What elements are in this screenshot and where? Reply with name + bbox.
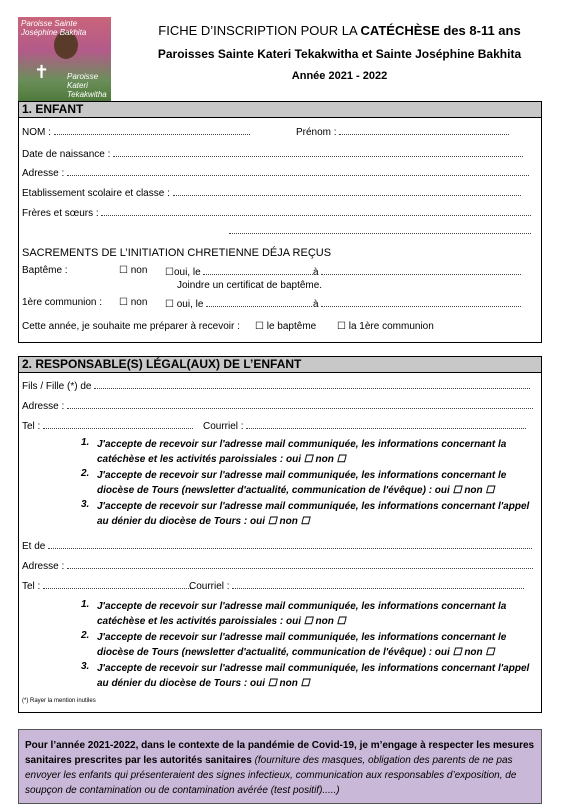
- parent1-name-field[interactable]: [94, 379, 530, 389]
- consent-1b-line1: J'accepte de recevoir sur l'adresse mail communiquée, les informations concernant la: [97, 601, 507, 612]
- section-responsables: [18, 356, 542, 713]
- annee-prep-label: Cette année, je souhaite me préparer à recevoir :: [22, 321, 240, 332]
- bapteme-date-field[interactable]: [203, 265, 313, 275]
- consent-2-line2[interactable]: diocèse de Tours (newsletter d'actualité, communication de l'évêque) : oui ☐ non ☐: [97, 485, 495, 496]
- parent2-tel-field[interactable]: [43, 579, 193, 589]
- communion-lieu: à: [313, 297, 521, 311]
- consent-1-line2[interactable]: catéchèse et les activités paroissiales : oui ☐ non ☐: [97, 454, 346, 465]
- nom-field[interactable]: [54, 125, 250, 135]
- logo-text-top: Paroisse Sainte Joséphine Bakhita: [21, 19, 87, 37]
- communion-label: 1ère communion :: [22, 297, 103, 308]
- naissance-field[interactable]: [113, 147, 523, 157]
- fils-row: Fils / Fille (*) de: [22, 379, 530, 393]
- adresse-row-2: Adresse :: [22, 559, 533, 573]
- parent2-name-field[interactable]: [48, 539, 532, 549]
- parent1-adresse-field[interactable]: [67, 399, 533, 409]
- consent-number: 1.: [81, 437, 90, 448]
- page-title: FICHE D’INSCRIPTION POUR LA CATÉCHÈSE des 8-11 ans: [158, 23, 521, 38]
- consent-number: 2.: [81, 630, 90, 641]
- section-title: 2. RESPONSABLE(S) LÉGAL(AUX) DE L’ENFANT: [19, 357, 541, 373]
- communion-oui: [165, 297, 312, 311]
- freres-row: Frères et sœurs :: [22, 206, 531, 220]
- prenom-row: Prénom :: [296, 125, 509, 139]
- consent-3b-line2[interactable]: au dénier du diocèse de Tours : oui ☐ non ☐: [97, 678, 310, 689]
- adresse-field[interactable]: [67, 166, 529, 176]
- section-title: 1. ENFANT: [19, 102, 541, 118]
- consent-3-line2[interactable]: au dénier du diocèse de Tours : oui ☐ non ☐: [97, 516, 310, 527]
- parent1-courriel-field[interactable]: [246, 419, 526, 429]
- section-enfant: [18, 101, 542, 343]
- joindre-note: Joindre un certificat de baptême.: [177, 280, 323, 291]
- bapteme-oui-checkbox[interactable]: ☐oui, le: [165, 267, 201, 278]
- covid-text: Pour l’année 2021-2022, dans le contexte de la pandémie de Covid-19, je m’engage à respecter les mesures sanitaires prescrites par les autorités sanitaires (fourniture des masques, obligation des parents de ne pas envoyer les enfants qui présenteraient des signes infectieux, communication aux responsables d’exposition, de soupçon de contamination ou de contamination avérée (test positif).....): [25, 740, 535, 796]
- sacrements-title: SACREMENTS DE L’INITIATION CHRETIENNE DÉJA REÇUS: [22, 247, 332, 259]
- adresse-row: Adresse :: [22, 399, 533, 413]
- naissance-row: Date de naissance :: [22, 147, 523, 161]
- consent-1b-line2[interactable]: catéchèse et les activités paroissiales : oui ☐ non ☐: [97, 616, 346, 627]
- prenom-field[interactable]: [339, 125, 509, 135]
- footnote: (*) Rayer la mention inutiles: [22, 698, 96, 704]
- consent-1-line1: J'accepte de recevoir sur l'adresse mail communiquée, les informations concernant la: [97, 439, 507, 450]
- option-bapteme[interactable]: ☐ le baptême: [255, 321, 317, 332]
- consent-2b-line1: J'accepte de recevoir sur l'adresse mail communiquée, les informations concernant le: [97, 632, 507, 643]
- etablissement-field[interactable]: [173, 186, 521, 196]
- consent-2-line1: J'accepte de recevoir sur l'adresse mail communiquée, les informations concernant le: [97, 470, 507, 481]
- etablissement-row: Etablissement scolaire et classe :: [22, 186, 521, 200]
- school-year: Année 2021 - 2022: [291, 70, 388, 82]
- tel-row-2: Tel :: [22, 579, 193, 593]
- nom-row: NOM :: [22, 125, 250, 139]
- consent-number: 3.: [81, 499, 90, 510]
- parent1-tel-field[interactable]: [43, 419, 193, 429]
- communion-date-field[interactable]: [206, 297, 312, 307]
- consent-number: 3.: [81, 661, 90, 672]
- cross-icon: ✝: [34, 62, 50, 82]
- communion-oui-checkbox[interactable]: ☐ oui, le: [165, 299, 204, 310]
- adresse-row: Adresse :: [22, 166, 529, 180]
- consent-number: 2.: [81, 468, 90, 479]
- communion-lieu-field[interactable]: [321, 297, 521, 307]
- page-subtitle: Paroisses Sainte Kateri Tekakwitha et Sainte Joséphine Bakhita: [157, 47, 522, 61]
- consent-number: 1.: [81, 599, 90, 610]
- tel-row: Tel :: [22, 419, 193, 433]
- communion-non[interactable]: ☐ non: [119, 297, 148, 308]
- bapteme-label: Baptême :: [22, 265, 68, 276]
- parent2-adresse-field[interactable]: [67, 559, 533, 569]
- bapteme-non[interactable]: ☐ non: [119, 265, 148, 276]
- parish-logo: [18, 17, 111, 101]
- bapteme-lieu: à: [313, 265, 521, 279]
- consent-3b-line1: J'accepte de recevoir sur l'adresse mail communiquée, les informations concernant l'appel: [97, 663, 530, 674]
- bapteme-lieu-field[interactable]: [321, 265, 521, 275]
- courriel-row-2: Courriel :: [189, 579, 524, 593]
- bapteme-oui: [165, 265, 313, 279]
- freres-row-2: [229, 224, 531, 238]
- freres-field-2[interactable]: [229, 224, 531, 234]
- freres-field[interactable]: [101, 206, 531, 216]
- courriel-row: Courriel :: [203, 419, 526, 433]
- logo-text-bottom: Paroisse Kateri Tekakwitha: [67, 72, 107, 99]
- et-de-row: Et de: [22, 539, 532, 553]
- consent-3-line1: J'accepte de recevoir sur l'adresse mail communiquée, les informations concernant l'appel: [97, 501, 530, 512]
- option-communion[interactable]: ☐ la 1ère communion: [337, 321, 434, 332]
- consent-2b-line2[interactable]: diocèse de Tours (newsletter d'actualité, communication de l'évêque) : oui ☐ non ☐: [97, 647, 495, 658]
- covid-notice: [18, 729, 542, 804]
- parent2-courriel-field[interactable]: [232, 579, 524, 589]
